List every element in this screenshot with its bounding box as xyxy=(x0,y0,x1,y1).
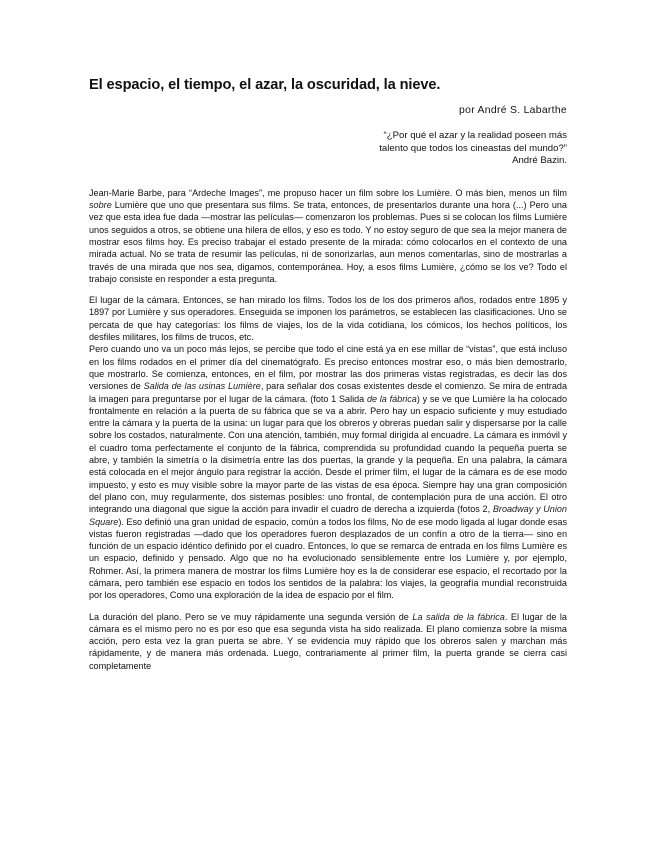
film-title: La salida de la fábrica xyxy=(412,611,505,622)
article-title: El espacio, el tiempo, el azar, la oscuridad, la nieve. xyxy=(89,77,441,93)
film-title: Salida de las usinas Lumière xyxy=(143,381,261,392)
paragraph-shot-duration: La duración del plano. Pero se ve muy rápidamente una segunda versión de La salida de la fábrica. El lugar de la cámara es el mismo pero no es por eso que esa segunda vista ha sido realizada. El plano comienza sobre la misma acción, pero esta vez la gran puerta se abre. Y se evidencia muy rápido que los obreros salen y marchan más rápidamente, y de manera más ordenada. Luego, contrariamente al primer film, la puerta grande se cierra casi completamente xyxy=(89,611,567,671)
film-title: de la fábrica xyxy=(366,393,417,404)
film-title: Broadway y Union Square xyxy=(89,504,567,527)
paragraph-camera-space: Pero cuando uno va un poco más lejos, se percibe que todo el cine está ya en ese millar de “vistas”, que está incluso en los films rodados en el primer día del cinematógrafo. Es preciso entonces mostrar eso, o más bien demostrarlo, que mostrarlo. Se comienza, entonces, en el film, por mostrar las dos primeras vistas registradas, es decir las dos versiones de Salida de las usinas Lumière, para señalar dos cosas existentes desde el comienzo. Se mira de entrada la imagen para preguntarse por el lugar de la cámara. (foto 1 Salida de la fábrica) y se ve que Lumière la ha colocado frontalmente en relación a la puerta de su fábrica que se va a abrir. Pero hay un espacio suficiente y muy estudiado entre la cámara y la puerta de la usina: un lugar para que los obreros y obreras puedan salir y dispersarse por la calle sobre los costados, naturalmente. Con una atención, también, muy formal dirigida al encuadre. La cámara es inmóvil y el cuadro toma perfectamente el conjunto de la fábrica, comprendida su profundidad cuando la pequeña puerta se abre, y también la simetría o la disimetría entre las dos puertas, la grande y la pequeña. En una palabra, la cámara está colocada en el mejor ángulo para registrar la acción. Desde el primer film, el lugar de la cámara es de ese modo impuesto, y esto es muy visible sobre la mayor parte de las vistas de esa época. Siempre hay una gran composición del plano con, muy regularmente, dos sistemas posibles: uno frontal, de contemplación pura de una acción. El otro integrando una diagonal que sigue la acción para invadir el cuadro de derecha a izquierda (fotos 2, Broadway y Union Square). Eso definió una gran unidad de espacio, común a todos los films, No de ese modo ligada al lugar donde esas vistas fueron registradas —dado que los operadores fueron desplazados de un confín a otro de la tierra— sino en función de un espacio idéntico definido por el cuadro. Entonces, lo que se remarca de entrada en los films Lumière es un espacio, definido y pensado. Algo que no ha evolucionado sensiblemente entre los Lumière y, por ejemplo, Rohmer. Así, la primera manera de mostrar los films Lumière hoy es la de considerar ese espacio, el recortado por la cámara, pero también ese espacio en todos los sentidos de la palabra: los viajes, la geografía mundial reconstruida por los operadores, Como una exploración de la idea de espacio por el film. xyxy=(89,344,568,601)
paragraph-intro: Jean-Marie Barbe, para “Ardeche Images”, me propuso hacer un film sobre los Lumière. O más bien, menos un film sobre Lumière que uno que presentara sus films. Se trata, entonces, de presentarlos durante una hora (...) Pero una vez que esta idea fue dada —mostrar las películas— comenzaron los problemas. Pues si se colocan los films Lumière unos seguidos a otros, se obtiene una hilera de ellos, y eso es todo. Y no estoy seguro de que sea la mejor manera de mostrar esos films hoy. Es preciso trabajar el estado presente de la mirada: cómo colocarlos en el contexto de una mirada actual. No se trata de resumir las películas, ni de sonorizarlas, aun menos comentarlas, sino de mostrarlas a través de una mirada que nos sea, digamos, contemporánea. Hoy, a esos films Lumière, ¿cómo se los ve? Todo el trabajo consiste en responder a esta pregunta. xyxy=(89,187,567,284)
epigraph-line-2: talento que todos los cineastas del mundo?” xyxy=(379,142,567,154)
author-byline: por André S. Labarthe xyxy=(459,105,567,116)
epigraph-line-1: “¿Por qué el azar y la realidad poseen más xyxy=(383,130,567,141)
epigraph-quote xyxy=(89,130,567,168)
italic-term: sobre xyxy=(89,200,112,211)
epigraph-author: André Bazin. xyxy=(512,155,567,167)
paragraph-camera-place: El lugar de la cámara. Entonces, se han mirado los films. Todos los de los dos primeros años, rodados entre 1895 y 1897 por Lumière y sus operadores. Enseguida se imponen los parámetros, se establecen las clasificaciones. Uno se percata de que hay categorías: los films de viajes, los de la vida cotidiana, los cómicos, los hechos políticos, los desfiles militares, los films de trucos, etc. xyxy=(89,295,567,343)
